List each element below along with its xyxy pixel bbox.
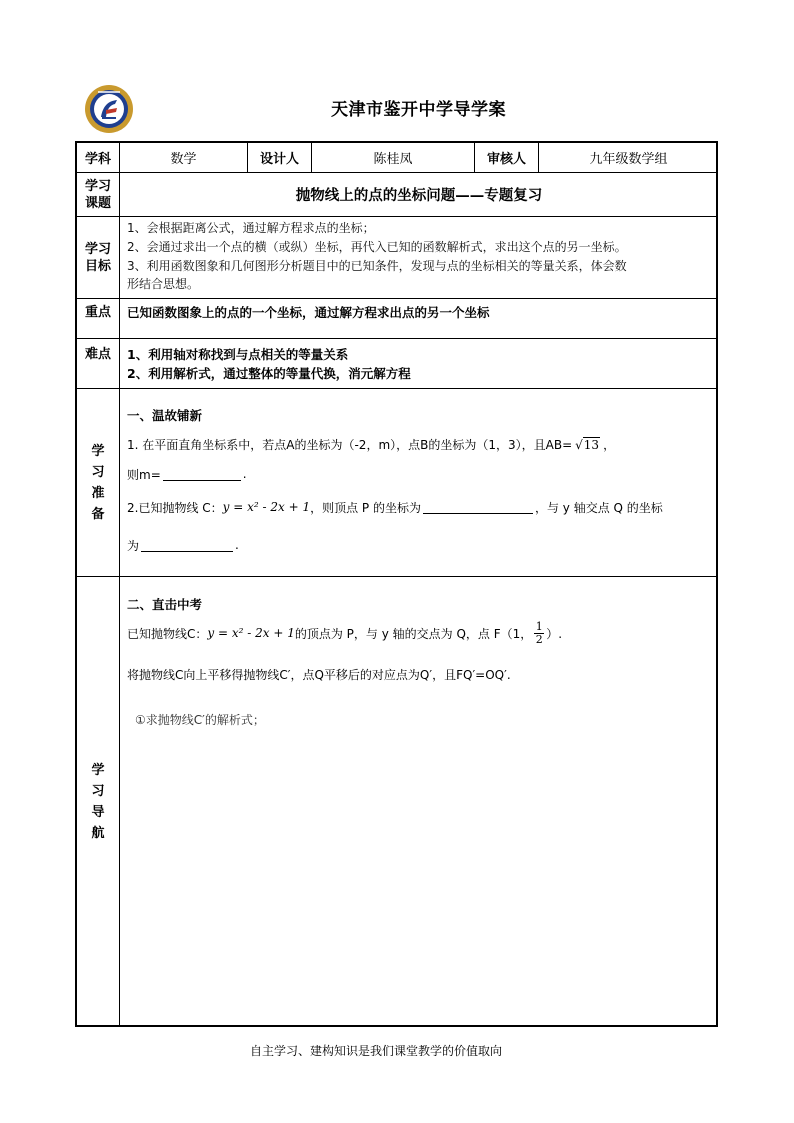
guidance-label: 学 习 导 航 <box>91 763 105 841</box>
answer-blank[interactable] <box>163 468 241 481</box>
lesson-plan-table <box>75 141 718 1027</box>
fraction: $\frac{1}{2}$ <box>535 619 543 646</box>
row-divider <box>77 216 718 217</box>
question-2: 2.已知抛物线 C： y = x² - 2x + 1 ，则顶点 P 的坐标为 ，与 y 轴交点 Q 的坐标 <box>127 500 663 515</box>
key-point-label: 重点 <box>84 304 111 320</box>
designer-label: 设计人 <box>259 152 299 167</box>
row-divider <box>77 338 718 339</box>
sqrt-expression: √ 13 <box>575 437 600 452</box>
reviewer-label: 审核人 <box>486 152 526 167</box>
difficulty-line: 1、利用轴对称找到与点相关的等量关系 <box>127 347 349 362</box>
guidance-heading: 二、直击中考 <box>127 597 203 612</box>
difficulty-line: 2、利用解析式，通过整体的等量代换，消元解方程 <box>127 366 411 381</box>
school-title: 天津市鉴开中学导学案 <box>331 100 506 120</box>
question-1-answer: 则m= . <box>127 467 247 482</box>
key-point-text: 已知函数图象上的点的一个坐标，通过解方程求出点的另一个坐标 <box>127 305 490 320</box>
row-divider <box>77 388 718 389</box>
problem-statement: 已知抛物线C： y = x² - 2x + 1 的顶点为 P，与 y 轴的交点为 Q，点 F（1， $\frac{1}{2}$ ）. <box>127 619 563 646</box>
problem-condition: 将抛物线C向上平移得抛物线C′，点Q平移后的对应点为Q′，且FQ′=OQ′. <box>127 667 511 682</box>
reviewer-value: 九年级数学组 <box>589 152 668 167</box>
goal-line: 2、会通过求出一个点的横（或纵）坐标，再代入已知的函数解析式，求出这个点的另一坐标。 <box>127 240 627 254</box>
question-2-answer: 为 . <box>127 538 239 553</box>
row-divider <box>77 298 718 299</box>
answer-blank[interactable] <box>141 539 233 552</box>
topic-label: 学习 课题 <box>84 178 111 211</box>
subject-label: 学科 <box>84 152 111 167</box>
designer-value: 陈桂凤 <box>373 152 413 167</box>
goal-line: 形结合思想。 <box>127 277 200 291</box>
row-divider <box>77 576 718 577</box>
goals-label: 学习 目标 <box>84 241 111 274</box>
question-1: 1. 在平面直角坐标系中，若点A的坐标为（-2，m），点B的坐标为（1，3），且AB= √ 13 ， <box>127 437 616 452</box>
column-divider <box>119 143 120 1027</box>
difficulty-label: 难点 <box>84 346 111 362</box>
preparation-heading: 一、温故铺新 <box>127 408 203 423</box>
lesson-topic-title: 抛物线上的点的坐标问题——专题复习 <box>295 187 543 204</box>
school-seal-icon <box>84 84 134 134</box>
sub-question-1: ①求抛物线C′的解析式； <box>135 712 265 727</box>
goal-line: 1、会根据距离公式，通过解方程求点的坐标； <box>127 221 375 235</box>
preparation-label: 学 习 准 备 <box>91 443 105 522</box>
goal-line: 3、利用函数图象和几何图形分析题目中的已知条件，发现与点的坐标相关的等量关系，体会数 <box>127 259 627 273</box>
answer-blank[interactable] <box>423 501 533 514</box>
footer-motto: 自主学习、建构知识是我们课堂教学的价值取向 <box>250 1044 503 1058</box>
subject-value: 数学 <box>170 152 197 167</box>
